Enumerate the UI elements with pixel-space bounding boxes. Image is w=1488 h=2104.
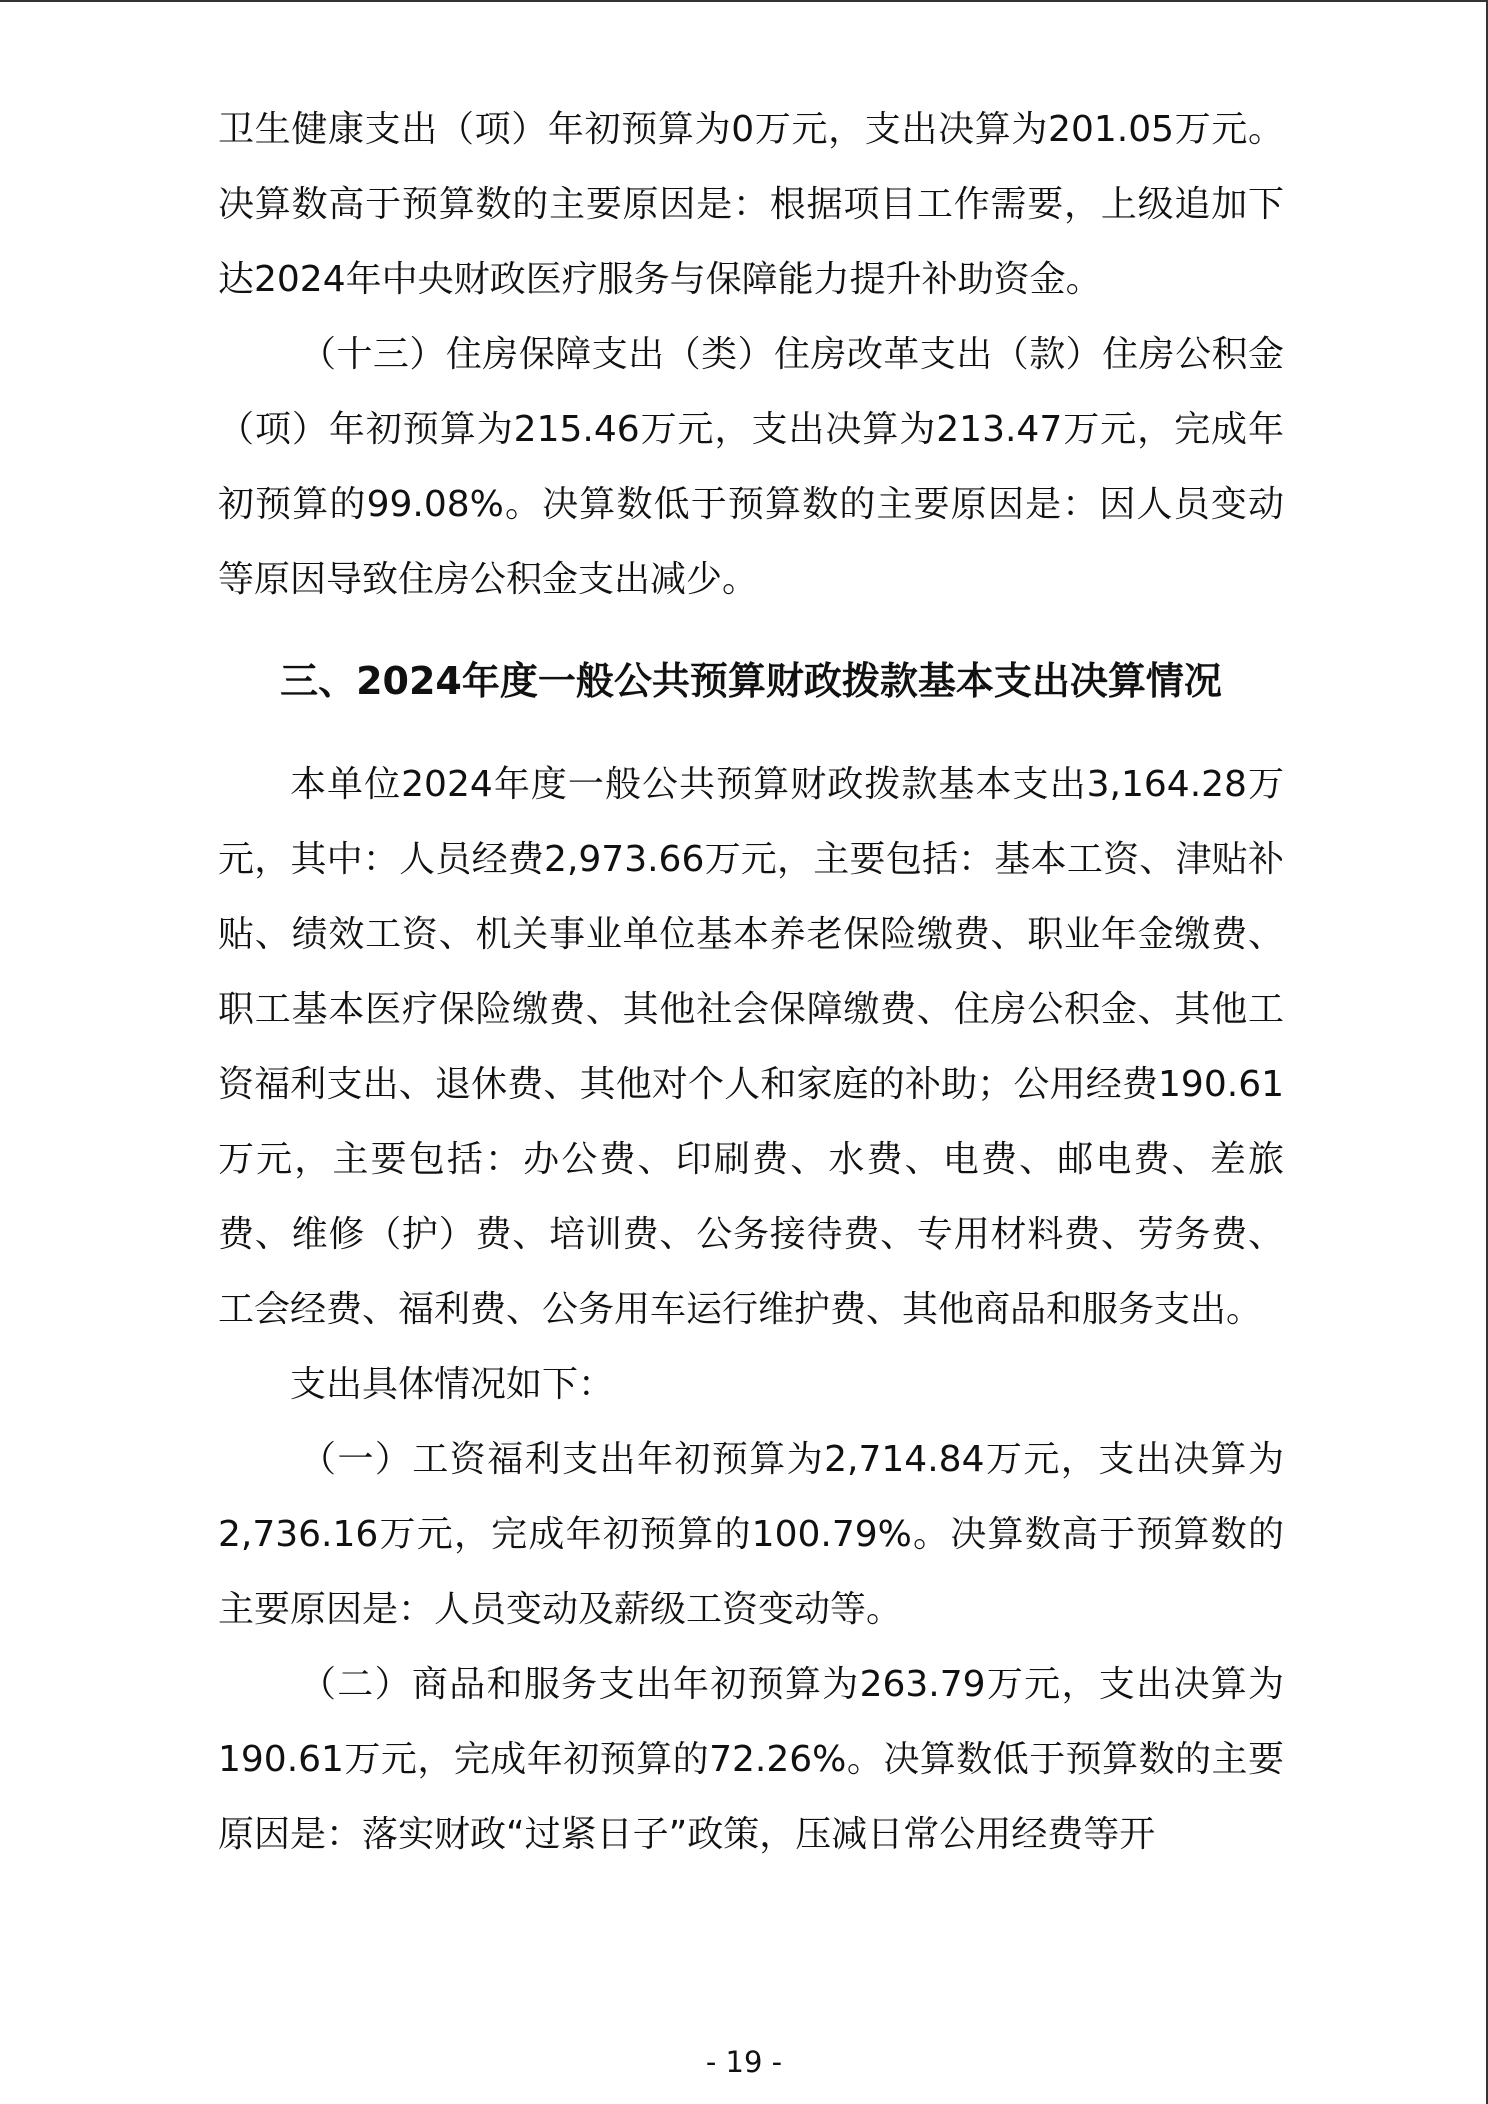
section-heading: 三、2024年度一般公共预算财政拨款基本支出决算情况: [280, 659, 1222, 703]
paragraph-item-13: （十三）住房保障支出（类）住房改革支出（款）住房公积金（项）年初预算为215.46万元，支出决算为213.47万元，完成年初预算的99.08%。决算数低于预算数的主要原因是：因人员变动等原因导致住房公积金支出减少。: [218, 334, 1284, 600]
paragraph-item-1: （一）工资福利支出年初预算为2,714.84万元，支出决算为2,736.16万元，完成年初预算的100.79%。决算数高于预算数的主要原因是：人员变动及薪级工资变动等。: [218, 1439, 1284, 1630]
page-number: - 19 -: [705, 2045, 783, 2079]
paragraph-item-2: （二）商品和服务支出年初预算为263.79万元，支出决算为190.61万元，完成年初预算的72.26%。决算数低于预算数的主要原因是：落实财政“过紧日子”政策，压减日常公用经费等开: [218, 1664, 1284, 1855]
page-border-top: [0, 0, 1488, 2]
paragraph-continuation: 卫生健康支出（项）年初预算为0万元，支出决算为201.05万元。决算数高于预算数的主要原因是：根据项目工作需要，上级追加下达2024年中央财政医疗服务与保障能力提升补助资金。: [218, 109, 1284, 300]
paragraph-summary: 本单位2024年度一般公共预算财政拨款基本支出3,164.28万元，其中：人员经费2,973.66万元，主要包括：基本工资、津贴补贴、绩效工资、机关事业单位基本养老保险缴费、职业年金缴费、职工基本医疗保险缴费、其他社会保障缴费、住房公积金、其他工资福利支出、退休费、其他对个人和家庭的补助；公用经费190.61万元，主要包括：办公费、印刷费、水费、电费、邮电费、差旅费、维修（护）费、培训费、公务接待费、专用材料费、劳务费、工会经费、福利费、公务用车运行维护费、其他商品和服务支出。: [218, 764, 1284, 1330]
paragraph-intro: 支出具体情况如下：: [290, 1364, 615, 1405]
document-body: [218, 92, 1284, 1872]
